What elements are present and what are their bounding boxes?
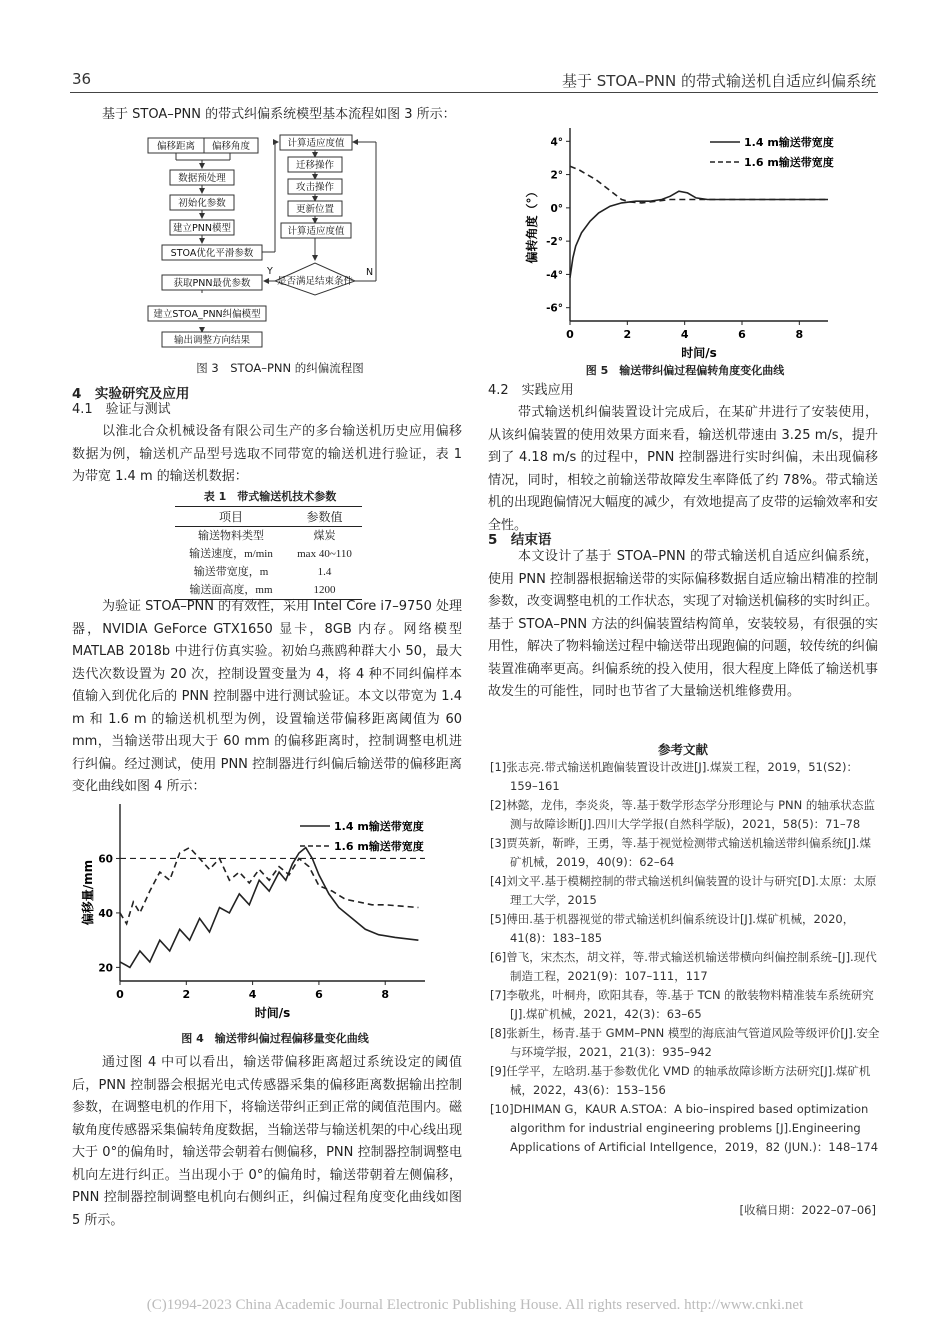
reference-item: [9]任学平，左晗玥.基于参数优化 VMD 的轴承故障诊断方法研究[J].煤矿机械，2022，43(6)：153–156 [490,1064,871,1097]
box-get-params: 获取PNN最优参数 [173,278,251,289]
table-row: 输送速度，m/min max 40~110 [189,548,352,560]
box-migrate: 迁移操作 [295,160,335,171]
section-41-title: 4.1 验证与测试 [72,402,171,417]
x-axis-label: 时间/s [681,346,717,360]
box-build-model: 建立STOA_PNN纠偏模型 [153,309,261,320]
fig4-chart [80,796,450,1026]
copyright-footer: (C)1994-2023 China Academic Journal Electronic Publishing House. All rights reserved. http://www.cnki.net [146,1297,804,1313]
fig5-caption: 图 5 输送带纠偏过程偏转角度变化曲线 [585,364,785,377]
x-tick-label: 2 [182,988,191,1001]
section-5-title: 5 结束语 [488,532,552,548]
box-offset-angle: 偏移角度 [211,141,251,152]
para-4-1: 以淮北合众机械设备有限公司生产的多台输送机历史应用偏移数据为例，输送机产品型号选取不同带宽的输送机进行验证，表 1 为带宽 1.4 m 的输送机数据： [72,424,462,484]
x-tick-label: 6 [738,328,746,341]
references-title: 参考文献 [657,742,708,757]
box-init-params: 初始化参数 [178,198,226,209]
series-line-1 [570,191,828,278]
yes-label: Y [267,266,273,277]
table-row: 输送物料类型 煤炭 [198,530,336,542]
y-axis-label: 偏转角度（°） [525,185,539,264]
reference-item: [5]傅田.基于机器视觉的带式输送机纠偏系统设计[J].煤矿机械，2020，41(8)：183–185 [490,912,855,945]
box-output: 输出调整方向结果 [173,335,251,346]
section-42-title: 4.2 实践应用 [488,383,574,398]
no-label: N [366,267,374,278]
legend-label-1: 1.4 m输送带宽度 [744,136,834,149]
table1-caption: 表 1 带式输送机技术参数 [203,490,337,503]
table-row: 输送面高度，mm 1200 [175,581,362,600]
fig5-chart [520,118,850,363]
y-tick-label: 4° [550,136,563,149]
section-4-title: 4 实验研究及应用 [72,386,190,402]
y-tick-label: 0° [550,202,563,215]
reference-item: [7]李敬兆，叶桐舟，欧阳其春，等.基于 TCN 的散装物料精准装车系统研究[J].煤矿机械，2021，42(3)：63–65 [490,988,874,1021]
reference-item: [10]DHIMAN G，KAUR A.STOA：A bio–inspired based optimization algorithm for industrial engineering problems [J].Engineering Applications of Artificial Intellgence，2019，82 (JUN.)：148–174 [490,1102,879,1154]
page-number: 36 [72,70,92,88]
y-tick-label: -2° [546,236,563,249]
references-list [490,758,880,1157]
fig4-caption: 图 4 输送带纠偏过程偏移量变化曲线 [181,1032,369,1045]
series-line-1 [120,848,418,968]
reference-item: [6]曾飞，宋杰杰，胡文祥，等.带式输送机输送带横向纠偏控制系统–[J].现代制造工程，2021(9)：107–111，117 [490,950,877,983]
y-tick-label: 2° [550,169,563,182]
x-tick-label: 8 [381,988,390,1001]
para-validation: 为验证 STOA–PNN 的有效性，采用 Intel Core i7–9750 处理器，NVIDIA GeForce GTX1650 显卡，8GB 内存。网络模型 MATLAB 2018b 中进行仿真实验。初始乌燕鸥种群大小 50，最大迭代次数设置为 20 次，控制设置变量为 4，将 4 种不同纠偏样本值输入到优化后的 PNN 控制器中进行测试验证。本文以带宽为 1.4 m 和 1.6 m 的输送机机型为例，设置输送带偏移距离阈值为 60 mm，当输送带出现大于 60 mm 的偏移距离时，控制调整电机进行纠偏。经过测试，使用 PNN 控制器进行纠偏后输送带的偏移距离变化曲线如图 4 所示： [72,599,463,794]
params-table [175,506,362,600]
reference-item: [3]贾英新，靳晔，王勇，等.基于视觉检测带式输送机输送带纠偏系统[J].煤矿机械，2019，40(9)：62–64 [490,836,871,869]
received-date: [收稿日期：2022–07–06] [739,1203,876,1217]
para-fig4-discussion: 通过图 4 中可以看出，输送带偏移距离超过系统设定的阈值后，PNN 控制器会根据光电式传感器采集的偏移距离数据输出控制参数，在调整电机的作用下，将输送带纠正到正常的阈值范围内。磁敏角度传感器采集偏转角度数据，当输送带与输送机架的中心线出现大于 0°的偏角时，输送带会朝着右侧偏移，PNN 控制器控制调整电机向左进行纠正。当出现小于 0°的偏角时，输送带朝着左侧偏移，PNN 控制器控制调整电机向右侧纠正，纠偏过程角度变化曲线如图 5 所示。 [72,1055,463,1228]
y-tick-label: -4° [546,269,563,282]
x-tick-label: 8 [795,328,804,341]
reference-item: [4]刘文平.基于模糊控制的带式输送机纠偏装置的设计与研究[D].太原：太原理工大学，2015 [490,874,877,907]
box-offset-distance: 偏移距离 [156,141,196,152]
box-attack: 攻击操作 [295,182,335,193]
x-tick-label: 2 [623,328,632,341]
para-conclusion: 本文设计了基于 STOA–PNN 的带式输送机自适应纠偏系统，使用 PNN 控制器根据输送带的实际偏移数据自适应输出精准的控制参数，改变调整电机的工作状态，实现了对输送机偏移的实时纠正。基于 STOA–PNN 方法的纠偏装置结构简单，安装较易，有很强的实用性，解决了物料输送过程中输送带出现跑偏的问题，较传统的纠偏装置准确率更高。纠偏系统的投入使用，很大程度上降低了输送机事故发生的可能性，同时也节省了大量输送机维修费用。 [488,549,879,699]
y-tick-label: -6° [546,302,563,315]
x-tick-label: 0 [566,328,574,341]
legend-label-2: 1.6 m输送带宽度 [334,840,424,853]
x-tick-label: 6 [315,988,323,1001]
reference-item: [2]林懿，龙伟，李炎炎，等.基于数学形态学分形理论与 PNN 的轴承状态监测与故障诊断[J].四川大学学报(自然科学版)，2021，58(5)：71–78 [490,798,875,831]
flowchart [140,130,390,350]
table-row: 输送带宽度，m 1.4 [193,566,332,578]
box-build-pnn: 建立PNN模型 [173,223,231,234]
x-axis-label: 时间/s [254,1006,291,1020]
table-header: 项目 [175,507,287,527]
series-line-2 [570,166,828,203]
box-stoa-smooth: STOA优化平滑参数 [170,248,254,259]
box-preprocess: 数据预处理 [178,173,226,184]
box-update-pos: 更新位置 [295,204,335,215]
header-rule [70,92,878,93]
y-axis-label: 偏移量/mm [81,859,95,926]
box-calc-fitness-2: 计算适应度值 [287,226,345,237]
table-header: 参数值 [287,507,362,527]
x-tick-label: 0 [116,988,124,1001]
y-tick-label: 40 [98,907,113,920]
legend-label-2: 1.6 m输送带宽度 [744,156,834,169]
y-tick-label: 60 [98,853,113,866]
intro-text: 基于 STOA–PNN 的带式纠偏系统模型基本流程如图 3 所示： [102,107,456,122]
decision-diamond: 是否满足结束条件 [276,276,354,287]
fig3-caption: 图 3 STOA–PNN 的纠偏流程图 [196,361,364,375]
para-practice: 带式输送机纠偏装置设计完成后，在某矿井进行了安装使用，从该纠偏装置的使用效果方面来看，输送机带速由 3.25 m/s，提升到了 4.18 m/s 的过程中，PNN 控制器进行实时纠偏，未出现偏移情况，同时，相较之前输送带故障发生率降低了约 78%。带式输送机的出现跑偏情况大幅度的减少，有效地提高了皮带的运输效率和安全性。 [488,405,879,533]
reference-item: [1]张志亮.带式输送机跑偏装置设计改进[J].煤炭工程，2019，51(S2)：159–161 [490,760,858,793]
reference-item: [8]张新生，杨青.基于 GMM–PNN 模型的海底油气管道风险等级评价[J].安全与环境学报，2021，21(3)：935–942 [490,1026,880,1059]
running-title: 基于 STOA–PNN 的带式输送机自适应纠偏系统 [561,72,876,90]
y-tick-label: 20 [98,962,113,975]
x-tick-label: 4 [248,988,257,1001]
box-calc-fitness-1: 计算适应度值 [287,138,345,149]
legend-label-1: 1.4 m输送带宽度 [334,820,424,833]
x-tick-label: 4 [680,328,689,341]
